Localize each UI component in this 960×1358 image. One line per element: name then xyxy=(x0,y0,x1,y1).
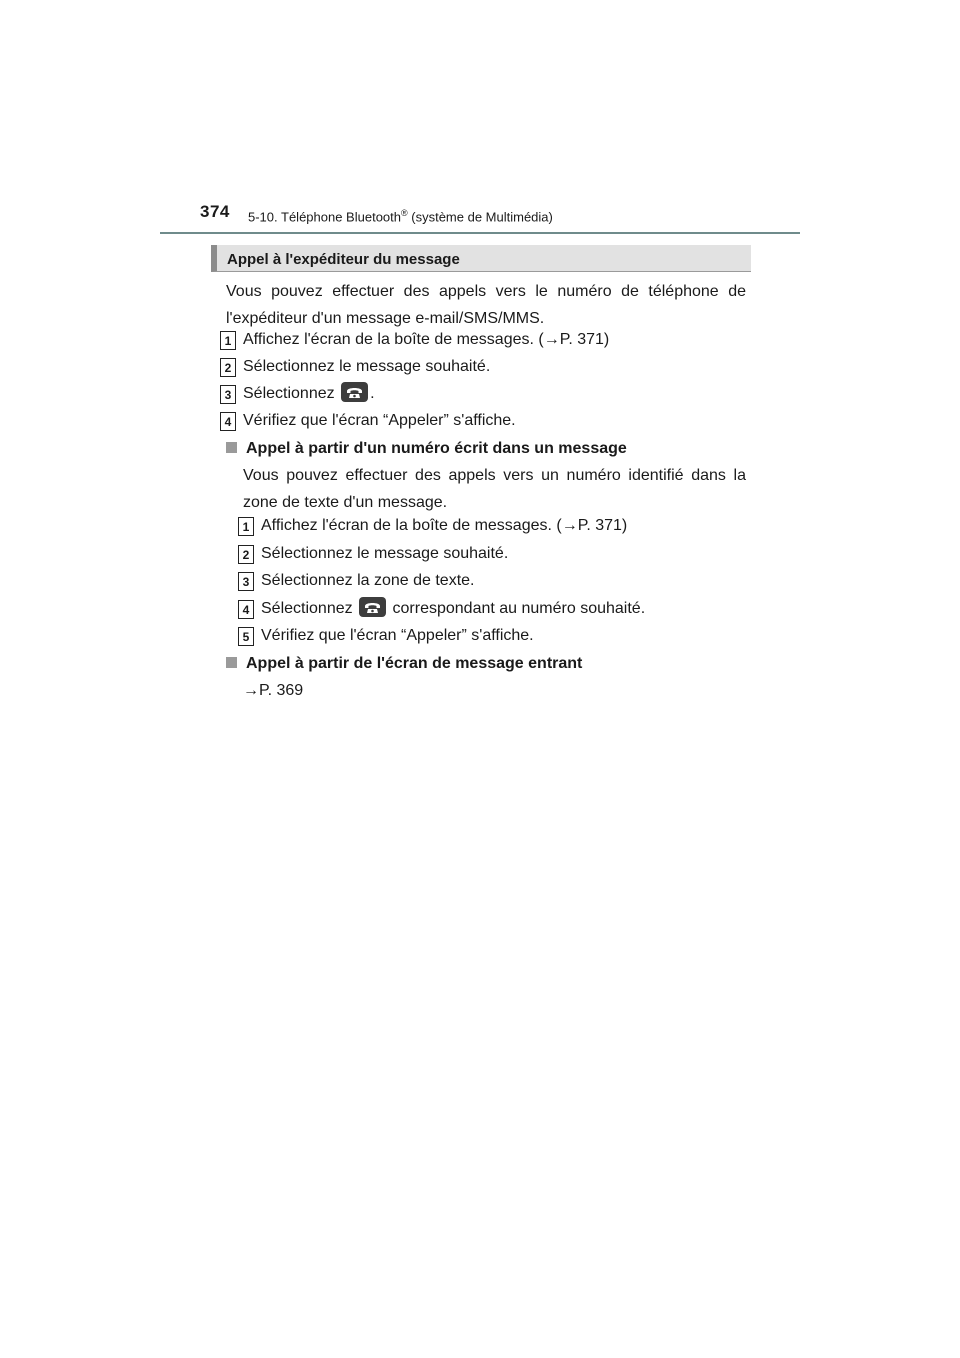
step-badge: 3 xyxy=(238,572,254,591)
step-text: Sélectionnez le message souhaité. xyxy=(243,358,491,375)
step-text: Affichez l'écran de la boîte de messages. (→P. 371) xyxy=(261,517,628,534)
step-text: Affichez l'écran de la boîte de messages. (→P. 371) xyxy=(243,331,610,348)
chapter-title: 5-10. Téléphone Bluetooth xyxy=(248,209,401,225)
step-text-before: Sélectionnez xyxy=(261,600,353,617)
registered-mark: ® xyxy=(401,208,408,218)
section-title: Appel à l'expéditeur du message xyxy=(227,251,460,268)
subsection-heading xyxy=(226,435,627,462)
step-text: Vérifiez que l'écran “Appeler” s'affiche. xyxy=(243,412,516,429)
step-badge: 4 xyxy=(220,412,236,431)
step-badge: 3 xyxy=(220,385,236,404)
subsection-heading xyxy=(226,650,582,677)
step-text: Sélectionnez la zone de texte. xyxy=(261,572,475,589)
intro-line: zone de texte d'un message. xyxy=(243,494,448,511)
intro-line: Vous pouvez effectuer des appels vers un numéro identifié dans la xyxy=(243,467,746,484)
step-badge: 5 xyxy=(238,627,254,646)
intro-line: Vous pouvez effectuer des appels vers le numéro de téléphone de xyxy=(226,283,746,300)
subsection-title: Appel à partir de l'écran de message entrant xyxy=(246,655,583,672)
chapter-subtitle: (système de Multimédia) xyxy=(411,209,553,225)
step-text-after: correspondant au numéro souhaité. xyxy=(392,600,646,617)
square-bullet-icon xyxy=(226,442,237,453)
subsection-title: Appel à partir d'un numéro écrit dans un message xyxy=(246,440,627,457)
step-text xyxy=(261,595,645,622)
step-text-before: Sélectionnez xyxy=(243,385,335,402)
phone-handset-icon xyxy=(359,597,386,617)
square-bullet-icon xyxy=(226,657,237,668)
step-badge: 4 xyxy=(238,600,254,619)
step-badge: 1 xyxy=(238,517,254,536)
step-badge: 2 xyxy=(238,545,254,564)
step-badge: 2 xyxy=(220,358,236,377)
running-header xyxy=(248,208,553,224)
page-number: 374 xyxy=(200,202,230,221)
intro-line: l'expéditeur d'un message e-mail/SMS/MMS. xyxy=(226,310,545,327)
header-rule xyxy=(160,232,800,234)
phone-handset-icon xyxy=(341,382,368,402)
section-bar xyxy=(211,245,751,272)
step-badge: 1 xyxy=(220,331,236,350)
step-text: Vérifiez que l'écran “Appeler” s'affiche. xyxy=(261,627,534,644)
step-text-after: . xyxy=(370,385,375,402)
section-intro xyxy=(226,278,746,332)
step-text xyxy=(243,380,375,407)
page-reference: →P. 369 xyxy=(243,682,304,699)
subsection-intro xyxy=(243,462,746,516)
step-text: Sélectionnez le message souhaité. xyxy=(261,545,509,562)
